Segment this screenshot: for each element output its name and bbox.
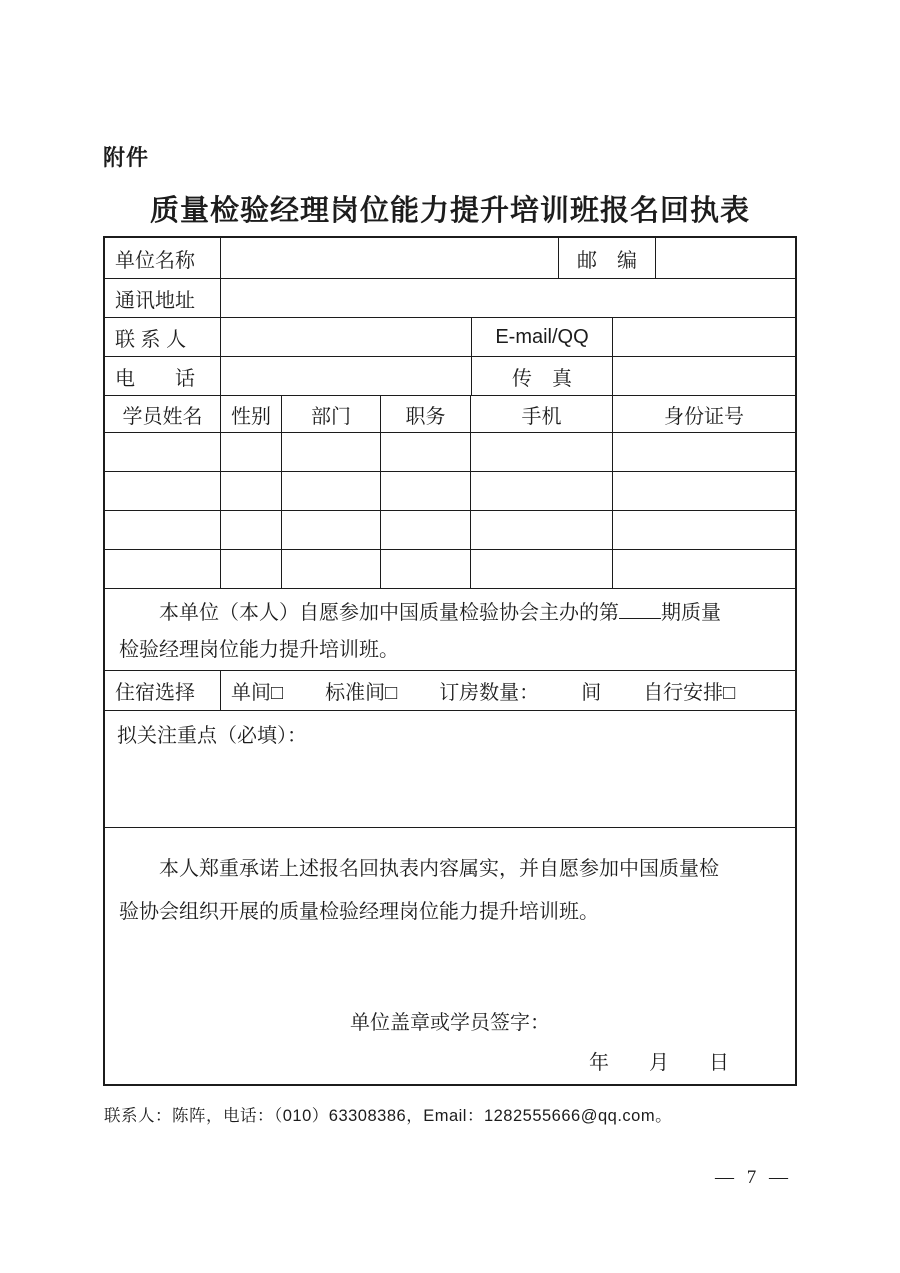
student-empty-row bbox=[105, 432, 795, 471]
id-number-field bbox=[612, 550, 795, 588]
gender-field bbox=[220, 550, 281, 588]
email-qq-field bbox=[612, 318, 795, 356]
id-number-field bbox=[612, 472, 795, 510]
registration-form-table bbox=[103, 236, 797, 1086]
promise-text-line1: 本人郑重承诺上述报名回执表内容属实，并自愿参加中国质量检 bbox=[159, 858, 719, 880]
department-field bbox=[281, 511, 380, 549]
attachment-label: 附件 bbox=[103, 145, 150, 170]
mobile-header: 手机 bbox=[470, 396, 612, 432]
standard-room-checkbox: 标准间□ bbox=[325, 682, 398, 704]
row-phone bbox=[105, 356, 795, 395]
gender-field bbox=[220, 472, 281, 510]
student-empty-row bbox=[105, 549, 795, 588]
gender-field bbox=[220, 511, 281, 549]
booking-quantity-label: 订房数量： bbox=[439, 682, 540, 704]
footer-contact-info: 联系人：陈阵，电话：（010）63308386，Email：1282555666@qq.com。 bbox=[104, 1107, 673, 1125]
row-unit-name bbox=[105, 238, 795, 278]
student-name-field bbox=[105, 511, 220, 549]
self-arrange-checkbox: 自行安排□ bbox=[643, 682, 736, 704]
page-title: 质量检验经理岗位能力提升培训班报名回执表 bbox=[149, 195, 750, 227]
room-unit-label: 间 bbox=[581, 682, 602, 704]
position-field bbox=[380, 550, 470, 588]
email-qq-label: E-mail/QQ bbox=[471, 318, 612, 356]
single-room-checkbox: 单间□ bbox=[231, 682, 284, 704]
postal-code-label: 邮 编 bbox=[558, 238, 655, 278]
student-name-field bbox=[105, 472, 220, 510]
session-number-blank bbox=[619, 598, 661, 619]
mobile-field bbox=[470, 511, 612, 549]
pledge-paragraph bbox=[105, 588, 795, 670]
department-field bbox=[281, 433, 380, 471]
department-header: 部门 bbox=[281, 396, 380, 432]
phone-field bbox=[220, 357, 471, 395]
mobile-field bbox=[470, 550, 612, 588]
mobile-field bbox=[470, 472, 612, 510]
promise-text-line2: 验协会组织开展的质量检验经理岗位能力提升培训班。 bbox=[119, 901, 599, 923]
position-field bbox=[380, 472, 470, 510]
contact-person-label: 联 系 人 bbox=[115, 328, 187, 351]
student-empty-row bbox=[105, 510, 795, 549]
position-field bbox=[380, 433, 470, 471]
fax-field bbox=[612, 357, 795, 395]
address-label: 通讯地址 bbox=[115, 289, 195, 312]
date-label: 年 月 日 bbox=[589, 1052, 729, 1074]
student-name-field bbox=[105, 550, 220, 588]
id-number-field bbox=[612, 433, 795, 471]
promise-signature-row bbox=[105, 827, 795, 1084]
unit-name-label: 单位名称 bbox=[115, 249, 195, 272]
id-number-header: 身份证号 bbox=[612, 396, 795, 432]
focus-points-label: 拟关注重点（必填）： bbox=[117, 725, 307, 747]
fax-label: 传 真 bbox=[471, 357, 612, 395]
phone-label: 电 话 bbox=[115, 367, 195, 390]
student-name-header: 学员姓名 bbox=[122, 405, 203, 428]
mobile-field bbox=[470, 433, 612, 471]
position-header: 职务 bbox=[380, 396, 470, 432]
id-number-field bbox=[612, 511, 795, 549]
department-field bbox=[281, 472, 380, 510]
pledge-text-part1: 本单位（本人）自愿参加中国质量检验协会主办的第 bbox=[159, 602, 619, 624]
row-contact bbox=[105, 317, 795, 356]
page-number: — 7 — bbox=[715, 1167, 792, 1188]
pledge-text-part2: 期质量 bbox=[661, 602, 721, 624]
gender-header: 性别 bbox=[220, 396, 281, 432]
signature-label: 单位盖章或学员签字： bbox=[350, 1012, 550, 1034]
accommodation-label: 住宿选择 bbox=[115, 682, 195, 704]
focus-points-row bbox=[105, 710, 795, 827]
student-name-field bbox=[105, 433, 220, 471]
student-empty-row bbox=[105, 471, 795, 510]
postal-code-field bbox=[655, 238, 795, 278]
position-field bbox=[380, 511, 470, 549]
unit-name-field bbox=[220, 238, 558, 278]
pledge-text-line2: 检验经理岗位能力提升培训班。 bbox=[119, 639, 399, 661]
students-header-row bbox=[105, 395, 795, 432]
gender-field bbox=[220, 433, 281, 471]
accommodation-row bbox=[105, 670, 795, 710]
row-address bbox=[105, 278, 795, 317]
contact-person-field bbox=[220, 318, 471, 356]
department-field bbox=[281, 550, 380, 588]
address-field bbox=[220, 279, 795, 317]
